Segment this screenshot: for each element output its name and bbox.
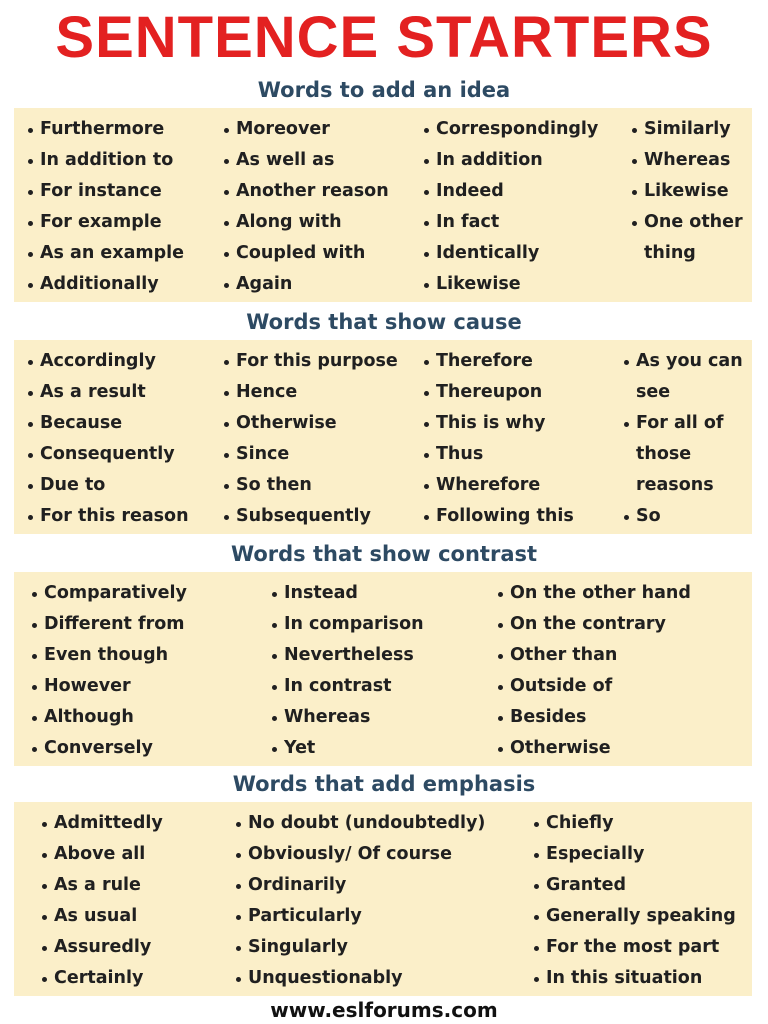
list-item-continuation: reasons — [636, 475, 714, 495]
list-item: Admittedly — [40, 808, 163, 839]
list-item: Since — [222, 439, 398, 470]
list-item: Indeed — [422, 176, 598, 207]
list-item: Ordinarily — [234, 870, 485, 901]
list-item: As usual — [40, 901, 163, 932]
list-item: Therefore — [422, 346, 574, 377]
list-item: For this reason — [26, 501, 189, 532]
list-item: Especially — [532, 839, 736, 870]
list-item: Thus — [422, 439, 574, 470]
list-item: For instance — [26, 176, 184, 207]
list-item: Instead — [270, 578, 424, 609]
list-item: Unquestionably — [234, 963, 485, 994]
column-add-idea-3 — [422, 114, 598, 300]
list-item: As an example — [26, 238, 184, 269]
list-item: Particularly — [234, 901, 485, 932]
column-cause-3 — [422, 346, 574, 532]
list-item: In fact — [422, 207, 598, 238]
list-item: Thereupon — [422, 377, 574, 408]
list-item: As you can — [622, 346, 743, 377]
panel-emphasis — [14, 802, 752, 996]
list-item: Due to — [26, 470, 189, 501]
list-item: Whereas — [630, 145, 743, 176]
list-item: In addition to — [26, 145, 184, 176]
list-item: In contrast — [270, 671, 424, 702]
list-item: Moreover — [222, 114, 389, 145]
list-item: Another reason — [222, 176, 389, 207]
list-item: Additionally — [26, 269, 184, 300]
column-cause-2 — [222, 346, 398, 532]
list-item: As a rule — [40, 870, 163, 901]
list-item: In this situation — [532, 963, 736, 994]
list-item: Generally speaking — [532, 901, 736, 932]
column-contrast-3 — [496, 578, 691, 764]
section-heading-emphasis: Words that add emphasis — [232, 772, 536, 796]
list-item: Furthermore — [26, 114, 184, 145]
list-item: Although — [30, 702, 187, 733]
list-item: Wherefore — [422, 470, 574, 501]
list-item: For all of — [622, 408, 743, 439]
list-item: So then — [222, 470, 398, 501]
list-item: Chiefly — [532, 808, 736, 839]
list-item: Other than — [496, 640, 691, 671]
column-contrast-1 — [30, 578, 187, 764]
list-item: No doubt (undoubtedly) — [234, 808, 485, 839]
column-emphasis-2 — [234, 808, 485, 994]
list-item: Correspondingly — [422, 114, 598, 145]
list-item: Obviously/ Of course — [234, 839, 485, 870]
list-item: Identically — [422, 238, 598, 269]
list-item: Likewise — [630, 176, 743, 207]
column-add-idea-2 — [222, 114, 389, 300]
list-item: Similarly — [630, 114, 743, 145]
list-item: Outside of — [496, 671, 691, 702]
list-item: Singularly — [234, 932, 485, 963]
list-item: Even though — [30, 640, 187, 671]
list-item: Because — [26, 408, 189, 439]
column-contrast-2 — [270, 578, 424, 764]
panel-add-idea — [14, 108, 752, 302]
list-item: Conversely — [30, 733, 187, 764]
list-item: On the other hand — [496, 578, 691, 609]
list-item: For example — [26, 207, 184, 238]
list-item: In comparison — [270, 609, 424, 640]
list-item-continuation: thing — [644, 243, 696, 263]
list-item: Following this — [422, 501, 574, 532]
list-item: Comparatively — [30, 578, 187, 609]
list-item: As well as — [222, 145, 389, 176]
section-heading-cause: Words that show cause — [246, 310, 522, 334]
list-item: Yet — [270, 733, 424, 764]
list-item: Hence — [222, 377, 398, 408]
column-add-idea-4 — [630, 114, 743, 269]
list-item: Nevertheless — [270, 640, 424, 671]
column-cause-1 — [26, 346, 189, 532]
list-item: As a result — [26, 377, 189, 408]
list-item: Besides — [496, 702, 691, 733]
footer-website: www.eslforums.com — [270, 998, 498, 1022]
list-item: Otherwise — [222, 408, 398, 439]
list-item: Likewise — [422, 269, 598, 300]
column-cause-4 — [622, 346, 743, 532]
list-item: On the contrary — [496, 609, 691, 640]
list-item: For the most part — [532, 932, 736, 963]
list-item: Again — [222, 269, 389, 300]
list-item: One other — [630, 207, 743, 238]
list-item: Subsequently — [222, 501, 398, 532]
list-item: Above all — [40, 839, 163, 870]
list-item: This is why — [422, 408, 574, 439]
panel-cause — [14, 340, 752, 534]
list-item: In addition — [422, 145, 598, 176]
list-item: Assuredly — [40, 932, 163, 963]
column-emphasis-3 — [532, 808, 736, 994]
list-item: However — [30, 671, 187, 702]
list-item: Certainly — [40, 963, 163, 994]
list-item: Coupled with — [222, 238, 389, 269]
panel-contrast — [14, 572, 752, 766]
list-item: Otherwise — [496, 733, 691, 764]
list-item: Different from — [30, 609, 187, 640]
page-title: SENTENCE STARTERS — [55, 5, 713, 70]
column-add-idea-1 — [26, 114, 184, 300]
list-item: Along with — [222, 207, 389, 238]
list-item-continuation: see — [636, 382, 671, 402]
list-item: Whereas — [270, 702, 424, 733]
list-item-continuation: those — [636, 444, 692, 464]
list-item: Accordingly — [26, 346, 189, 377]
list-item: Granted — [532, 870, 736, 901]
list-item: Consequently — [26, 439, 189, 470]
column-emphasis-1 — [40, 808, 163, 994]
list-item: So — [622, 501, 743, 532]
section-heading-add-idea: Words to add an idea — [257, 78, 511, 102]
section-heading-contrast: Words that show contrast — [230, 542, 538, 566]
list-item: For this purpose — [222, 346, 398, 377]
